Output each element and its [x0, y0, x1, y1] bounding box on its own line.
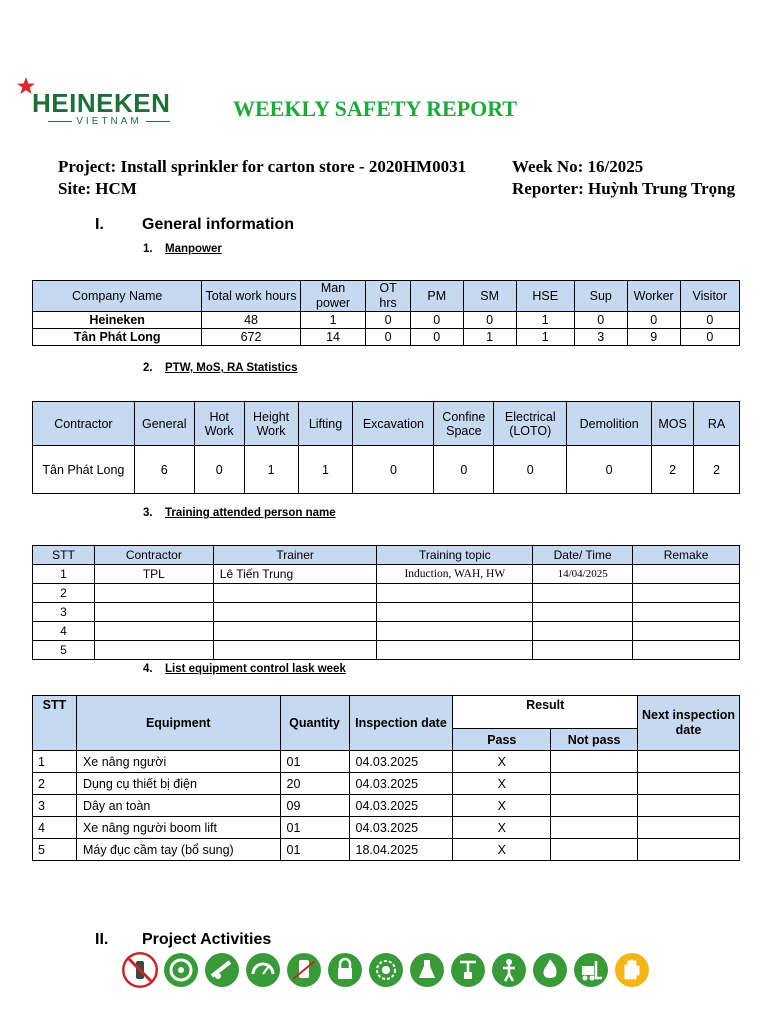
- ptw-number: 2.: [143, 362, 153, 374]
- table-cell: 1: [33, 565, 95, 584]
- table-cell: 3: [33, 603, 95, 622]
- ptw-header: Contractor: [33, 402, 135, 446]
- table-cell: 672: [202, 329, 300, 346]
- seatbelt-icon: [204, 952, 240, 988]
- project-label: Project: Install sprinkler for carton store - 2020HM0031: [58, 157, 467, 176]
- equipment-header: Result: [453, 696, 638, 729]
- equipment-heading: List equipment control lask week: [165, 663, 346, 675]
- manpower-header: OT hrs: [366, 281, 410, 312]
- table-cell: [94, 622, 213, 641]
- training-header: STT: [33, 546, 95, 565]
- table-cell: X: [453, 795, 551, 817]
- table-cell: [94, 641, 213, 660]
- stop-hand-icon: [614, 952, 650, 988]
- manpower-header: Worker: [627, 281, 680, 312]
- table-cell: [551, 839, 638, 861]
- equipment-header: STT: [33, 696, 77, 751]
- table-cell: 1: [463, 329, 516, 346]
- table-row: [33, 603, 740, 622]
- table-cell: [377, 584, 533, 603]
- table-cell: 0: [627, 312, 680, 329]
- report-title: WEEKLY SAFETY REPORT: [233, 96, 518, 121]
- table-cell: [94, 603, 213, 622]
- table-cell: [638, 773, 740, 795]
- manpower-header: Sup: [574, 281, 627, 312]
- equipment-header: Quantity: [280, 696, 349, 751]
- training-header: Remake: [633, 546, 740, 565]
- table-row: [33, 751, 740, 773]
- table-row: [33, 641, 740, 660]
- table-cell: 0: [353, 446, 434, 494]
- ptw-header: Hot Work: [194, 402, 244, 446]
- table-cell: [377, 603, 533, 622]
- reporter-label: Reporter: Huỳnh Trung Trọng: [512, 179, 736, 198]
- equipment-header: Inspection date: [349, 696, 453, 751]
- table-cell: [377, 622, 533, 641]
- table-cell: [638, 839, 740, 861]
- table-row: [33, 329, 740, 346]
- steering-wheel-icon: [163, 952, 199, 988]
- manpower-header: Company Name: [33, 281, 202, 312]
- manpower-header: Man power: [300, 281, 366, 312]
- equipment-name: Xe nâng người: [76, 751, 280, 773]
- table-cell: 9: [627, 329, 680, 346]
- no-alcohol-icon: [122, 952, 158, 988]
- table-cell: [533, 641, 633, 660]
- equipment-name: Dụng cụ thiết bị điện: [76, 773, 280, 795]
- table-cell: [551, 817, 638, 839]
- company-name: Tân Phát Long: [33, 329, 202, 346]
- table-cell: [633, 584, 740, 603]
- equipment-header: Not pass: [551, 729, 638, 751]
- table-cell: 18.04.2025: [349, 839, 453, 861]
- table-cell: 0: [366, 329, 410, 346]
- training-header-row: [33, 546, 740, 565]
- table-cell: [533, 584, 633, 603]
- manpower-heading: Manpower: [165, 243, 222, 255]
- table-cell: 20: [280, 773, 349, 795]
- company-name: Heineken: [33, 312, 202, 329]
- table-row: [33, 446, 740, 494]
- table-cell: X: [453, 839, 551, 861]
- training-table: [32, 545, 740, 660]
- table-cell: [638, 751, 740, 773]
- manpower-header: Visitor: [680, 281, 739, 312]
- table-cell: 0: [410, 329, 463, 346]
- table-cell: 1: [516, 312, 574, 329]
- equipment-header: Pass: [453, 729, 551, 751]
- table-cell: [551, 751, 638, 773]
- training-header: Date/ Time: [533, 546, 633, 565]
- table-row: [33, 773, 740, 795]
- manpower-header: HSE: [516, 281, 574, 312]
- manpower-header: PM: [410, 281, 463, 312]
- table-cell: 2: [694, 446, 740, 494]
- table-cell: 1: [298, 446, 353, 494]
- equipment-name: Máy đục cầm tay (bổ sung): [76, 839, 280, 861]
- table-cell: 01: [280, 839, 349, 861]
- lockout-icon: [327, 952, 363, 988]
- training-topic: Induction, WAH, HW: [377, 565, 533, 584]
- trainer-name: Lê Tiến Trung: [213, 565, 377, 584]
- ptw-header: Electrical (LOTO): [494, 402, 567, 446]
- confined-space-icon: [368, 952, 404, 988]
- table-cell: [638, 817, 740, 839]
- manpower-header: SM: [463, 281, 516, 312]
- table-cell: 6: [134, 446, 194, 494]
- table-cell: [633, 565, 740, 584]
- table-cell: 2: [33, 584, 95, 603]
- table-cell: [551, 795, 638, 817]
- equipment-name: Dây an toàn: [76, 795, 280, 817]
- equipment-number: 4.: [143, 663, 153, 675]
- table-cell: 3: [574, 329, 627, 346]
- table-cell: 0: [494, 446, 567, 494]
- table-cell: 5: [33, 641, 95, 660]
- table-row: [33, 584, 740, 603]
- section-2-title: Project Activities: [142, 931, 272, 948]
- ptw-header: General: [134, 402, 194, 446]
- table-cell: 0: [194, 446, 244, 494]
- table-row: [33, 817, 740, 839]
- table-row: [33, 565, 740, 584]
- table-cell: [213, 584, 377, 603]
- ptw-header-row: [33, 402, 740, 446]
- training-header: Trainer: [213, 546, 377, 565]
- table-cell: 0: [366, 312, 410, 329]
- section-1-title: General information: [142, 216, 295, 233]
- table-cell: 2: [33, 773, 77, 795]
- table-cell: 1: [516, 329, 574, 346]
- table-cell: X: [453, 773, 551, 795]
- table-cell: 09: [280, 795, 349, 817]
- equipment-header: Next inspection date: [638, 696, 740, 751]
- table-cell: 1: [33, 751, 77, 773]
- contractor-name: Tân Phát Long: [33, 446, 135, 494]
- table-cell: 0: [410, 312, 463, 329]
- equipment-header-row: [33, 696, 740, 729]
- table-cell: 0: [463, 312, 516, 329]
- table-cell: 04.03.2025: [349, 795, 453, 817]
- table-row: [33, 839, 740, 861]
- table-cell: [213, 603, 377, 622]
- ptw-header: RA: [694, 402, 740, 446]
- table-cell: 4: [33, 817, 77, 839]
- table-cell: 0: [567, 446, 652, 494]
- fire-icon: [532, 952, 568, 988]
- section-2-number: II.: [95, 931, 109, 948]
- table-cell: 01: [280, 751, 349, 773]
- manpower-table: [32, 280, 740, 346]
- week-label: Week No: 16/2025: [512, 157, 644, 176]
- table-row: [33, 312, 740, 329]
- section-1-number: I.: [95, 216, 104, 233]
- ptw-header: Confine Space: [434, 402, 494, 446]
- ptw-header: Demolition: [567, 402, 652, 446]
- table-cell: [633, 603, 740, 622]
- training-date: 14/04/2025: [533, 565, 633, 584]
- table-cell: [633, 641, 740, 660]
- table-row: [33, 795, 740, 817]
- table-cell: TPL: [94, 565, 213, 584]
- training-heading: Training attended person name: [165, 507, 336, 519]
- ptw-header: Lifting: [298, 402, 353, 446]
- table-cell: [633, 622, 740, 641]
- training-header: Contractor: [94, 546, 213, 565]
- equipment-name: Xe nâng người boom lift: [76, 817, 280, 839]
- ptw-heading: PTW, MoS, RA Statistics: [165, 362, 298, 374]
- heineken-logo: [16, 76, 176, 132]
- table-cell: [213, 641, 377, 660]
- table-cell: 48: [202, 312, 300, 329]
- table-cell: [94, 584, 213, 603]
- forklift-icon: [573, 952, 609, 988]
- table-cell: 14: [300, 329, 366, 346]
- site-label: Site: HCM: [58, 179, 137, 198]
- table-cell: X: [453, 751, 551, 773]
- logo-brand: HEINEKEN: [32, 88, 171, 118]
- table-cell: 01: [280, 817, 349, 839]
- table-cell: 5: [33, 839, 77, 861]
- equipment-header: Equipment: [76, 696, 280, 751]
- table-cell: 0: [680, 312, 739, 329]
- table-cell: [638, 795, 740, 817]
- ptw-table: [32, 401, 740, 494]
- equipment-table: [32, 695, 740, 861]
- table-cell: [551, 773, 638, 795]
- table-cell: 1: [300, 312, 366, 329]
- phone-driving-icon: [286, 952, 322, 988]
- table-cell: 04.03.2025: [349, 773, 453, 795]
- chemical-icon: [409, 952, 445, 988]
- table-cell: 3: [33, 795, 77, 817]
- manpower-number: 1.: [143, 243, 153, 255]
- ptw-header: MOS: [652, 402, 694, 446]
- ptw-header: Height Work: [244, 402, 298, 446]
- table-cell: 2: [652, 446, 694, 494]
- training-header: Training topic: [377, 546, 533, 565]
- manpower-header-row: [33, 281, 740, 312]
- ptw-header: Excavation: [353, 402, 434, 446]
- table-cell: [213, 622, 377, 641]
- crane-lifting-icon: [450, 952, 486, 988]
- table-cell: 0: [574, 312, 627, 329]
- table-cell: 0: [434, 446, 494, 494]
- table-row: [33, 622, 740, 641]
- table-cell: [533, 603, 633, 622]
- table-cell: [377, 641, 533, 660]
- manpower-header: Total work hours: [202, 281, 300, 312]
- table-cell: X: [453, 817, 551, 839]
- speedometer-icon: [245, 952, 281, 988]
- table-cell: 04.03.2025: [349, 817, 453, 839]
- logo-subtitle: VIETNAM: [34, 116, 184, 127]
- table-cell: [533, 622, 633, 641]
- work-at-height-icon: [491, 952, 527, 988]
- table-cell: 0: [680, 329, 739, 346]
- training-number: 3.: [143, 507, 153, 519]
- table-cell: 04.03.2025: [349, 751, 453, 773]
- table-cell: 4: [33, 622, 95, 641]
- table-cell: 1: [244, 446, 298, 494]
- safety-icons-row: [122, 952, 652, 990]
